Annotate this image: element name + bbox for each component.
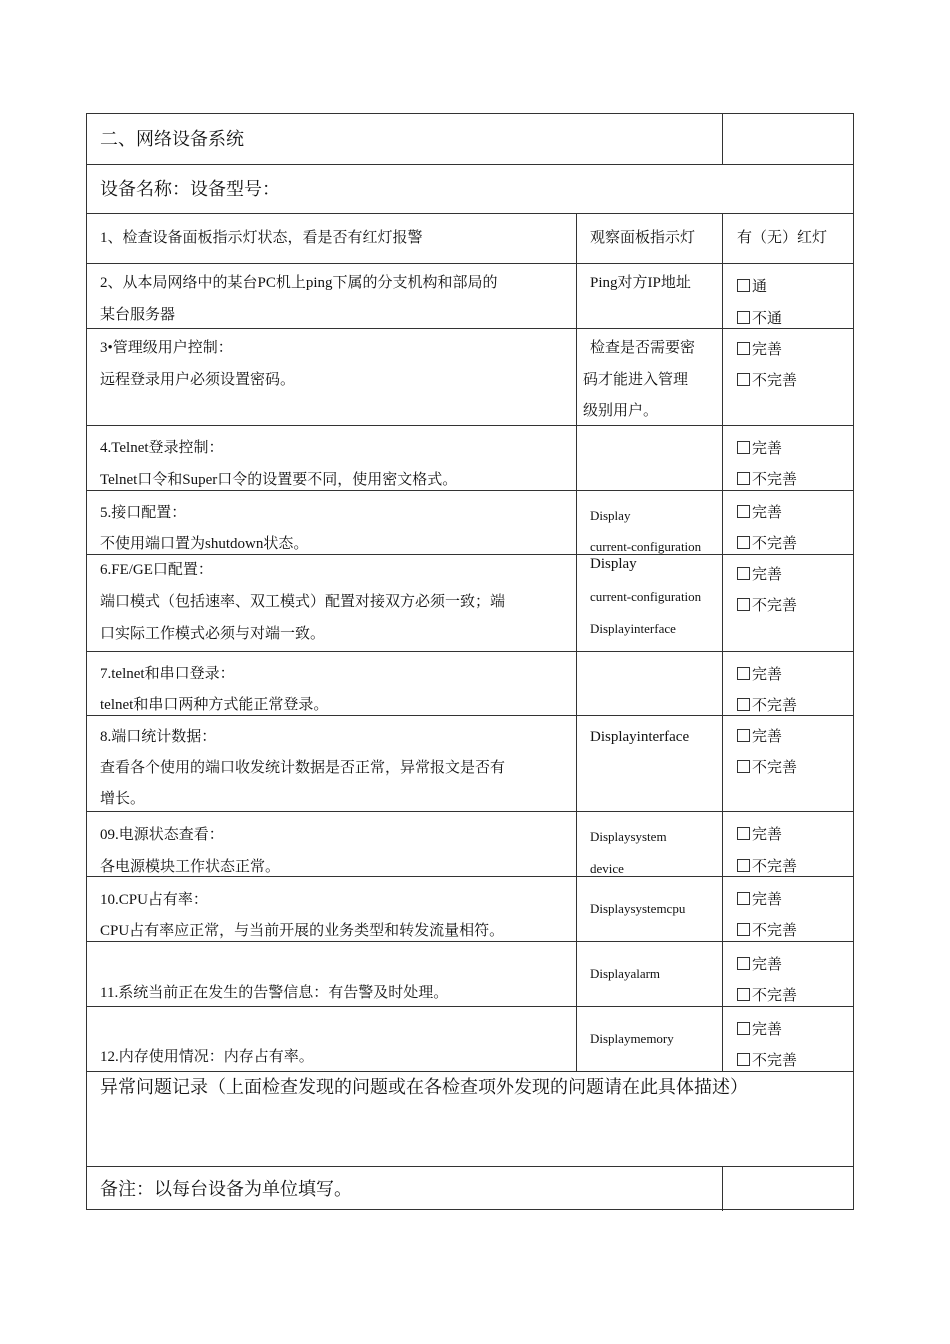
option-label: 完善 [752, 505, 783, 521]
method-5-line-2: current-configuration [590, 539, 702, 554]
checkbox-icon [737, 505, 750, 518]
column-divider [722, 213, 723, 1071]
option-label: 不完善 [752, 1053, 798, 1069]
inspection-table [86, 113, 854, 1210]
item-text-4-line-2: Telnet口令和Super口令的设置要不同，使用密文格式。 [100, 472, 458, 488]
item-text-12: 12.内存使用情况：内存占有率。 [100, 1049, 314, 1065]
checkbox-icon [737, 373, 750, 386]
method-6-line-2: current-configuration [590, 589, 702, 604]
row-divider [87, 213, 853, 214]
option-fail-checkbox[interactable] [737, 304, 782, 335]
checkbox-icon [737, 760, 750, 773]
option-complete-checkbox[interactable] [737, 434, 782, 465]
item-text-7-line-1: 7.telnet和串口登录： [100, 666, 235, 682]
column-divider [576, 213, 577, 1071]
option-incomplete-checkbox[interactable] [737, 366, 797, 397]
column-divider [722, 1166, 723, 1211]
item-text-5-line-2: 不使用端口置为shutdown状态。 [100, 536, 309, 552]
option-label: 完善 [752, 441, 783, 457]
row-divider [87, 263, 853, 264]
item-text-6-line-3: 口实际工作模式必须与对端一致。 [100, 626, 326, 642]
option-incomplete-checkbox[interactable] [737, 852, 797, 883]
method-5-line-1: Display [590, 508, 631, 523]
checkbox-icon [737, 1053, 750, 1066]
column-divider [722, 114, 723, 164]
option-label: 完善 [752, 892, 783, 908]
checkbox-icon [737, 536, 750, 549]
abnormal-record-field[interactable] [88, 1104, 854, 1164]
option-label: 通 [752, 279, 768, 295]
item-text-11: 11.系统当前正在发生的告警信息：有告警及时处理。 [100, 985, 449, 1001]
row-divider [87, 164, 853, 165]
checkbox-icon [737, 698, 750, 711]
option-label: 不完善 [752, 598, 798, 614]
checkbox-icon [737, 729, 750, 742]
item-text-8-line-3: 增长。 [100, 791, 146, 807]
checkbox-icon [737, 859, 750, 872]
option-label: 不完善 [752, 536, 798, 552]
item-text-10-line-2: CPU占有率应正常，与当前开展的业务类型和转发流量相符。 [100, 923, 505, 939]
item-text-1: 1、检查设备面板指示灯状态，看是否有红灯报警 [100, 230, 423, 246]
option-incomplete-checkbox[interactable] [737, 691, 797, 722]
option-complete-checkbox[interactable] [737, 1015, 782, 1046]
option-label: 完善 [752, 342, 783, 358]
checkbox-icon [737, 598, 750, 611]
checkbox-icon [737, 311, 750, 324]
item-text-8-line-2: 查看各个使用的端口收发统计数据是否正常，异常报文是否有 [100, 760, 506, 776]
item-text-7-line-2: telnet和串口两种方式能正常登录。 [100, 697, 329, 713]
item-text-2-line-1: 2、从本局网络中的某台PC机上ping下属的分支机构和部局的 [100, 275, 498, 291]
checkbox-icon [737, 923, 750, 936]
method-8: Displayinterface [590, 729, 690, 745]
option-pass-checkbox[interactable] [737, 272, 767, 303]
method-3-line-2: 码才能进入管理 [583, 372, 689, 388]
checkbox-icon [737, 988, 750, 1001]
checkbox-icon [737, 342, 750, 355]
item-text-6-line-2: 端口模式（包括速率、双工模式）配置对接双方必须一致；端 [100, 594, 506, 610]
option-label: 不完善 [752, 472, 798, 488]
option-complete-checkbox[interactable] [737, 950, 782, 981]
checkbox-icon [737, 827, 750, 840]
option-complete-checkbox[interactable] [737, 885, 782, 916]
abnormal-record-label: 异常问题记录（上面检查发现的问题或在各检查项外发现的问题请在此具体描述） [100, 1077, 748, 1097]
option-label: 不通 [752, 311, 783, 327]
item-text-8-line-1: 8.端口统计数据： [100, 729, 217, 745]
item-text-6-line-1: 6.FE/GE口配置： [100, 562, 213, 578]
result-label-red-light: 有（无）红灯 [737, 230, 828, 246]
option-incomplete-checkbox[interactable] [737, 916, 797, 947]
method-10: Displaysystemcpu [590, 901, 686, 916]
option-complete-checkbox[interactable] [737, 820, 782, 851]
option-label: 不完善 [752, 698, 798, 714]
option-label: 完善 [752, 957, 783, 973]
method-9-line-1: Displaysystem [590, 829, 667, 844]
remark-text: 备注：以每台设备为单位填写。 [100, 1179, 352, 1199]
item-text-4-line-1: 4.Telnet登录控制： [100, 440, 224, 456]
option-label: 完善 [752, 1022, 783, 1038]
item-text-10-line-1: 10.CPU占有率： [100, 892, 208, 908]
item-text-3-line-2: 远程登录用户必须设置密码。 [100, 372, 296, 388]
method-6-line-3: Displayinterface [590, 621, 676, 636]
checkbox-icon [737, 667, 750, 680]
option-complete-checkbox[interactable] [737, 660, 782, 691]
option-incomplete-checkbox[interactable] [737, 753, 797, 784]
option-label: 不完善 [752, 760, 798, 776]
item-text-9-line-2: 各电源模块工作状态正常。 [100, 859, 281, 875]
option-label: 不完善 [752, 859, 798, 875]
method-12: Displaymemory [590, 1031, 674, 1046]
option-incomplete-checkbox[interactable] [737, 529, 797, 560]
option-incomplete-checkbox[interactable] [737, 591, 797, 622]
row-divider [87, 811, 853, 812]
method-3-line-1: 检查是否需要密 [590, 340, 696, 356]
option-incomplete-checkbox[interactable] [737, 981, 797, 1012]
option-incomplete-checkbox[interactable] [737, 465, 797, 496]
option-label: 不完善 [752, 923, 798, 939]
checkbox-icon [737, 279, 750, 292]
option-label: 不完善 [752, 373, 798, 389]
option-label: 完善 [752, 827, 783, 843]
checkbox-icon [737, 892, 750, 905]
option-complete-checkbox[interactable] [737, 335, 782, 366]
option-complete-checkbox[interactable] [737, 722, 782, 753]
checkbox-icon [737, 957, 750, 970]
method-6-line-1: Display [590, 556, 637, 572]
option-complete-checkbox[interactable] [737, 498, 782, 529]
option-label: 不完善 [752, 988, 798, 1004]
item-text-2-line-2: 某台服务器 [100, 307, 176, 323]
option-label: 完善 [752, 667, 783, 683]
method-2: Ping对方IP地址 [590, 275, 691, 291]
device-name-model-line: 设备名称：设备型号： [100, 179, 280, 199]
checkbox-icon [737, 1022, 750, 1035]
item-text-9-line-1: 09.电源状态查看： [100, 827, 224, 843]
item-text-3-line-1: 3•管理级用户控制： [100, 340, 233, 356]
row-divider [87, 425, 853, 426]
method-9-line-2: device [590, 861, 624, 876]
option-label: 完善 [752, 729, 783, 745]
item-text-5-line-1: 5.接口配置： [100, 505, 187, 521]
method-11: Displayalarm [590, 966, 661, 981]
option-complete-checkbox[interactable] [737, 560, 782, 591]
checkbox-icon [737, 567, 750, 580]
row-divider [87, 1166, 853, 1167]
section-title: 二、网络设备系统 [100, 129, 244, 149]
method-1: 观察面板指示灯 [590, 230, 696, 246]
option-label: 完善 [752, 567, 783, 583]
checkbox-icon [737, 472, 750, 485]
method-3-line-3: 级别用户。 [583, 403, 659, 419]
row-divider [87, 651, 853, 652]
checkbox-icon [737, 441, 750, 454]
